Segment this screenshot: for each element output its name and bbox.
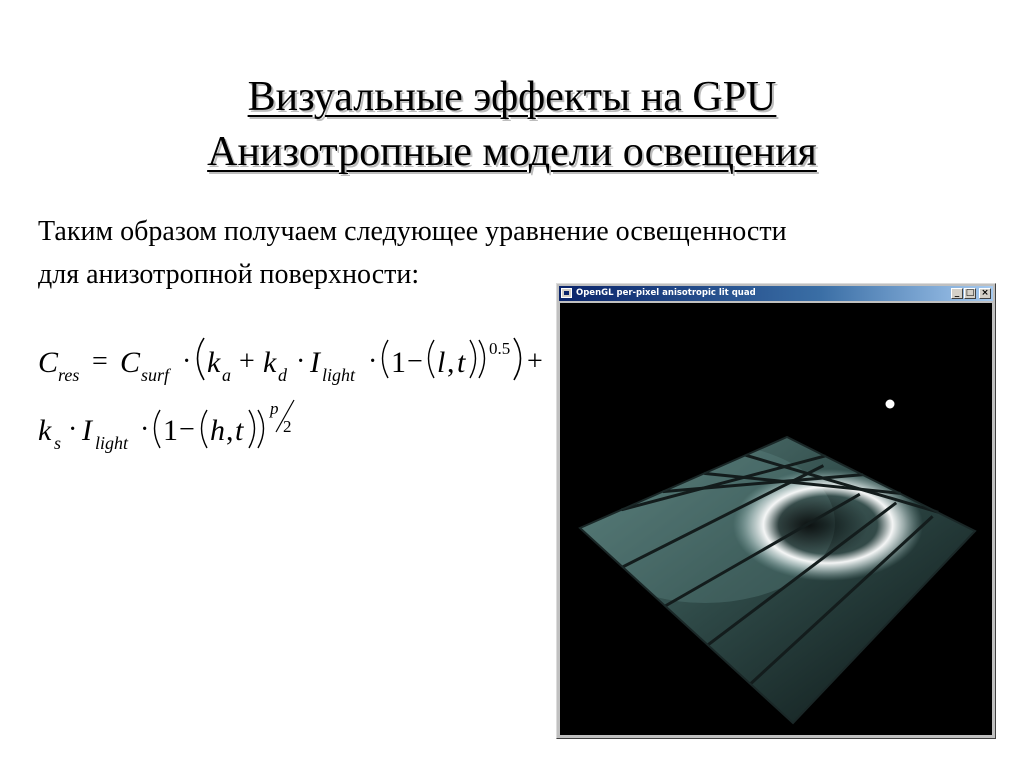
body-text-line-1: Таким образом получаем следующее уравнение освещенности (38, 216, 787, 247)
eq-sub-surf: surf (141, 365, 170, 385)
eq-c-surf: C (120, 346, 141, 379)
eq-sub-light-2: light (95, 433, 129, 453)
eq-paren-close-3 (470, 340, 476, 378)
eq-one-2: 1 (163, 414, 178, 447)
slide-title-line-2: Анизотропные модели освещения (207, 129, 817, 175)
eq-dot-3: · (368, 346, 378, 377)
eq-i-light: I (310, 346, 320, 379)
eq-exponent-05: 0.5 (489, 339, 511, 358)
window-title: OpenGL per-pixel anisotropic lit quad (576, 288, 756, 298)
eq-h: h (210, 414, 225, 447)
eq-k-a: k (207, 346, 221, 379)
eq-t-1: t (457, 346, 466, 379)
eq-dot-5: · (140, 414, 150, 445)
maximize-button[interactable]: □ (965, 288, 975, 298)
eq-minus-2: − (179, 414, 195, 445)
render-viewport (560, 303, 992, 735)
window-titlebar[interactable] (559, 286, 993, 301)
minimize-button[interactable]: _ (951, 288, 963, 299)
lit-quad (575, 437, 975, 723)
eq-sub-light: light (322, 365, 356, 385)
lighting-equation (0, 0, 560, 480)
eq-exponent-2: 2 (283, 417, 292, 436)
eq-paren-open-big (198, 338, 205, 380)
window-app-icon (561, 288, 572, 298)
eq-l: l (437, 346, 446, 379)
eq-paren-close-2 (479, 340, 485, 378)
eq-dot-4: · (68, 414, 78, 445)
eq-sub-d: d (278, 365, 287, 385)
eq-dot-1: · (182, 346, 192, 377)
eq-paren-open-5 (202, 410, 208, 448)
opengl-window (556, 283, 996, 739)
body-text-line-2: для анизотропной поверхности: (38, 259, 420, 290)
eq-i-light-2: I (82, 414, 92, 447)
eq-equals: = (92, 346, 108, 377)
eq-paren-open-4 (155, 410, 161, 448)
eq-comma-2: , (226, 414, 234, 447)
eq-dot-2: · (296, 346, 306, 377)
eq-exponent-p: p (270, 399, 279, 418)
eq-one-1: 1 (391, 346, 406, 379)
close-button[interactable]: × (979, 288, 991, 299)
eq-sub-a: a (222, 365, 231, 385)
slide-title-line-1: Визуальные эффекты на GPU (247, 74, 777, 120)
light-source-dot (886, 400, 895, 409)
eq-paren-open-3 (429, 340, 435, 378)
eq-comma-1: , (447, 346, 455, 379)
eq-paren-close-big (514, 338, 521, 380)
eq-sub-s: s (54, 433, 62, 453)
eq-minus-1: − (407, 346, 423, 377)
eq-plus-2: + (527, 346, 543, 377)
eq-sub-res: res (58, 365, 80, 385)
eq-t-2: t (235, 414, 244, 447)
eq-paren-close-5 (249, 410, 255, 448)
eq-c-res: C (38, 346, 59, 379)
eq-k-s: k (38, 414, 52, 447)
eq-plus-1: + (239, 346, 255, 377)
eq-paren-close-4 (258, 410, 264, 448)
eq-k-d: k (263, 346, 277, 379)
eq-paren-open-2 (383, 340, 389, 378)
